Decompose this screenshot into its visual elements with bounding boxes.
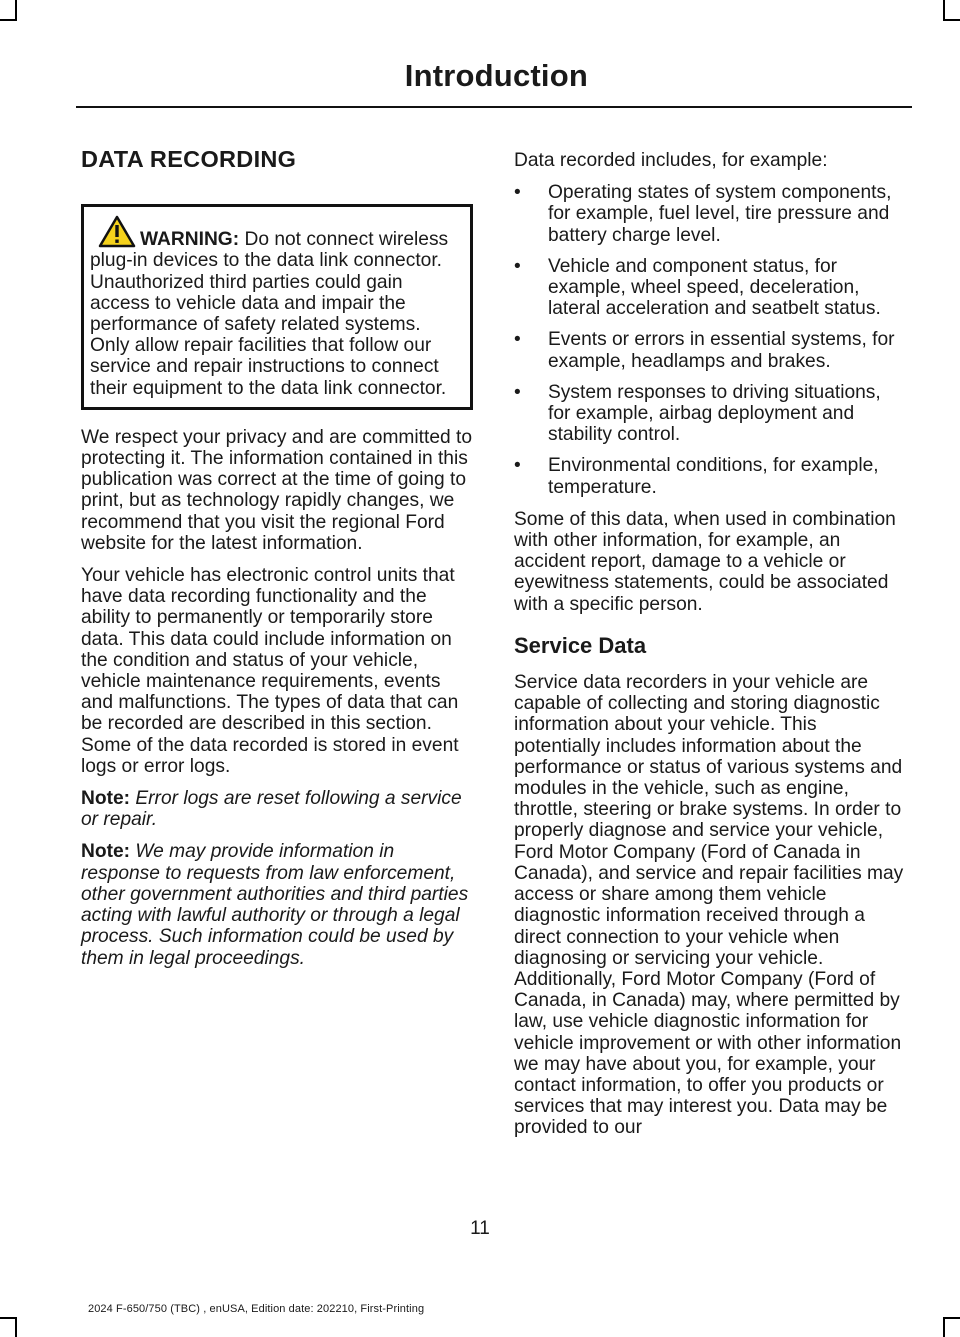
note (81, 841, 473, 968)
crop-mark (943, 1317, 960, 1319)
page-number: 11 (470, 1218, 490, 1239)
left-column (81, 140, 473, 980)
paragraph: Your vehicle has electronic control units that have data recording functionality and the ability to permanently or temporarily store data. This data could include information on the condition and status of your vehicle, vehicle maintenance requirements, events and malfunctions. The types of data that can be recorded are described in this section. Some of the data recorded is stored in event logs or error logs. (81, 565, 459, 777)
crop-mark (15, 0, 17, 20)
header-divider (76, 106, 912, 108)
bullet-list (514, 182, 908, 498)
right-column (514, 150, 908, 1150)
note-text: We may provide information in response to requests from law enforcement, other government authorities and third parties acting with lawful authority or through a legal process. Such information could be used by them in legal proceedings. (81, 841, 469, 969)
crop-mark (15, 1317, 17, 1337)
note-text: Error logs are reset following a service or repair. (81, 788, 462, 831)
note (81, 788, 473, 830)
list-item: • Events or errors in essential systems, for example, headlamps and brakes. (514, 329, 908, 371)
list-intro: Data recorded includes, for example: (514, 150, 828, 171)
note-label: Note: (81, 788, 131, 810)
crop-mark (0, 19, 17, 21)
list-item: • Vehicle and component status, for example, wheel speed, deceleration, lateral acceleration and seatbelt status. (514, 256, 908, 320)
warning-box (81, 204, 473, 410)
paragraph: Some of this data, when used in combination with other information, for example, an accident report, damage to a vehicle or eyewitness statements, could be associated with a specific person. (514, 508, 896, 615)
subsection-heading: Service Data (514, 632, 647, 658)
section-heading: DATA RECORDING (81, 146, 297, 172)
note-label: Note: (81, 841, 131, 863)
warning-label: WARNING: (140, 229, 240, 251)
crop-mark (943, 19, 960, 21)
paragraph: Service data recorders in your vehicle are capable of collecting and storing diagnostic information about your vehicle. This potentially includes information about the performance or status of various systems and modules in the vehicle, such as engine, throttle, steering or brake systems. In order to properly diagnose and service your vehicle, Ford Motor Company (Ford of Canada in Canada), and service and repair facilities may access or share among them vehicle diagnostic information received through a direct connection to your vehicle when diagnosing or servicing your vehicle. Additionally, Ford Motor Company (Ford of Canada, in Canada) may, where permitted by law, use vehicle diagnostic information for vehicle improvement or with other information we may have about you, for example, your contact information, to offer you products or services that may interest you. Data may be provided to our (514, 672, 904, 1139)
list-item: • Environmental conditions, for example, temperature. (514, 455, 908, 497)
crop-mark (943, 1317, 945, 1337)
list-item: • System responses to driving situations, for example, airbag deployment and stability control. (514, 382, 908, 446)
warning-text (90, 229, 464, 399)
paragraph: We respect your privacy and are committed to protecting it. The information contained in this publication was correct at the time of going to print, but as technology rapidly changes, we recommend that you visit the regional Ford website for the latest information. (81, 426, 473, 554)
warning-triangle-icon (98, 215, 136, 249)
crop-mark (943, 0, 945, 20)
footer-edition: 2024 F-650/750 (TBC) , enUSA, Edition date: 202210, First-Printing (88, 1303, 425, 1315)
list-item: • Operating states of system components, for example, fuel level, tire pressure and battery charge level. (514, 182, 908, 246)
page-title: Introduction (404, 58, 588, 93)
warning-body: Do not connect wireless plug-in devices to the data link connector. Unauthorized third parties could gain access to vehicle data and impair the performance of safety related systems. Only allow repair facilities that follow our service and repair instructions to connect their equipment to the data link connector. (90, 229, 449, 399)
crop-mark (0, 1317, 17, 1319)
